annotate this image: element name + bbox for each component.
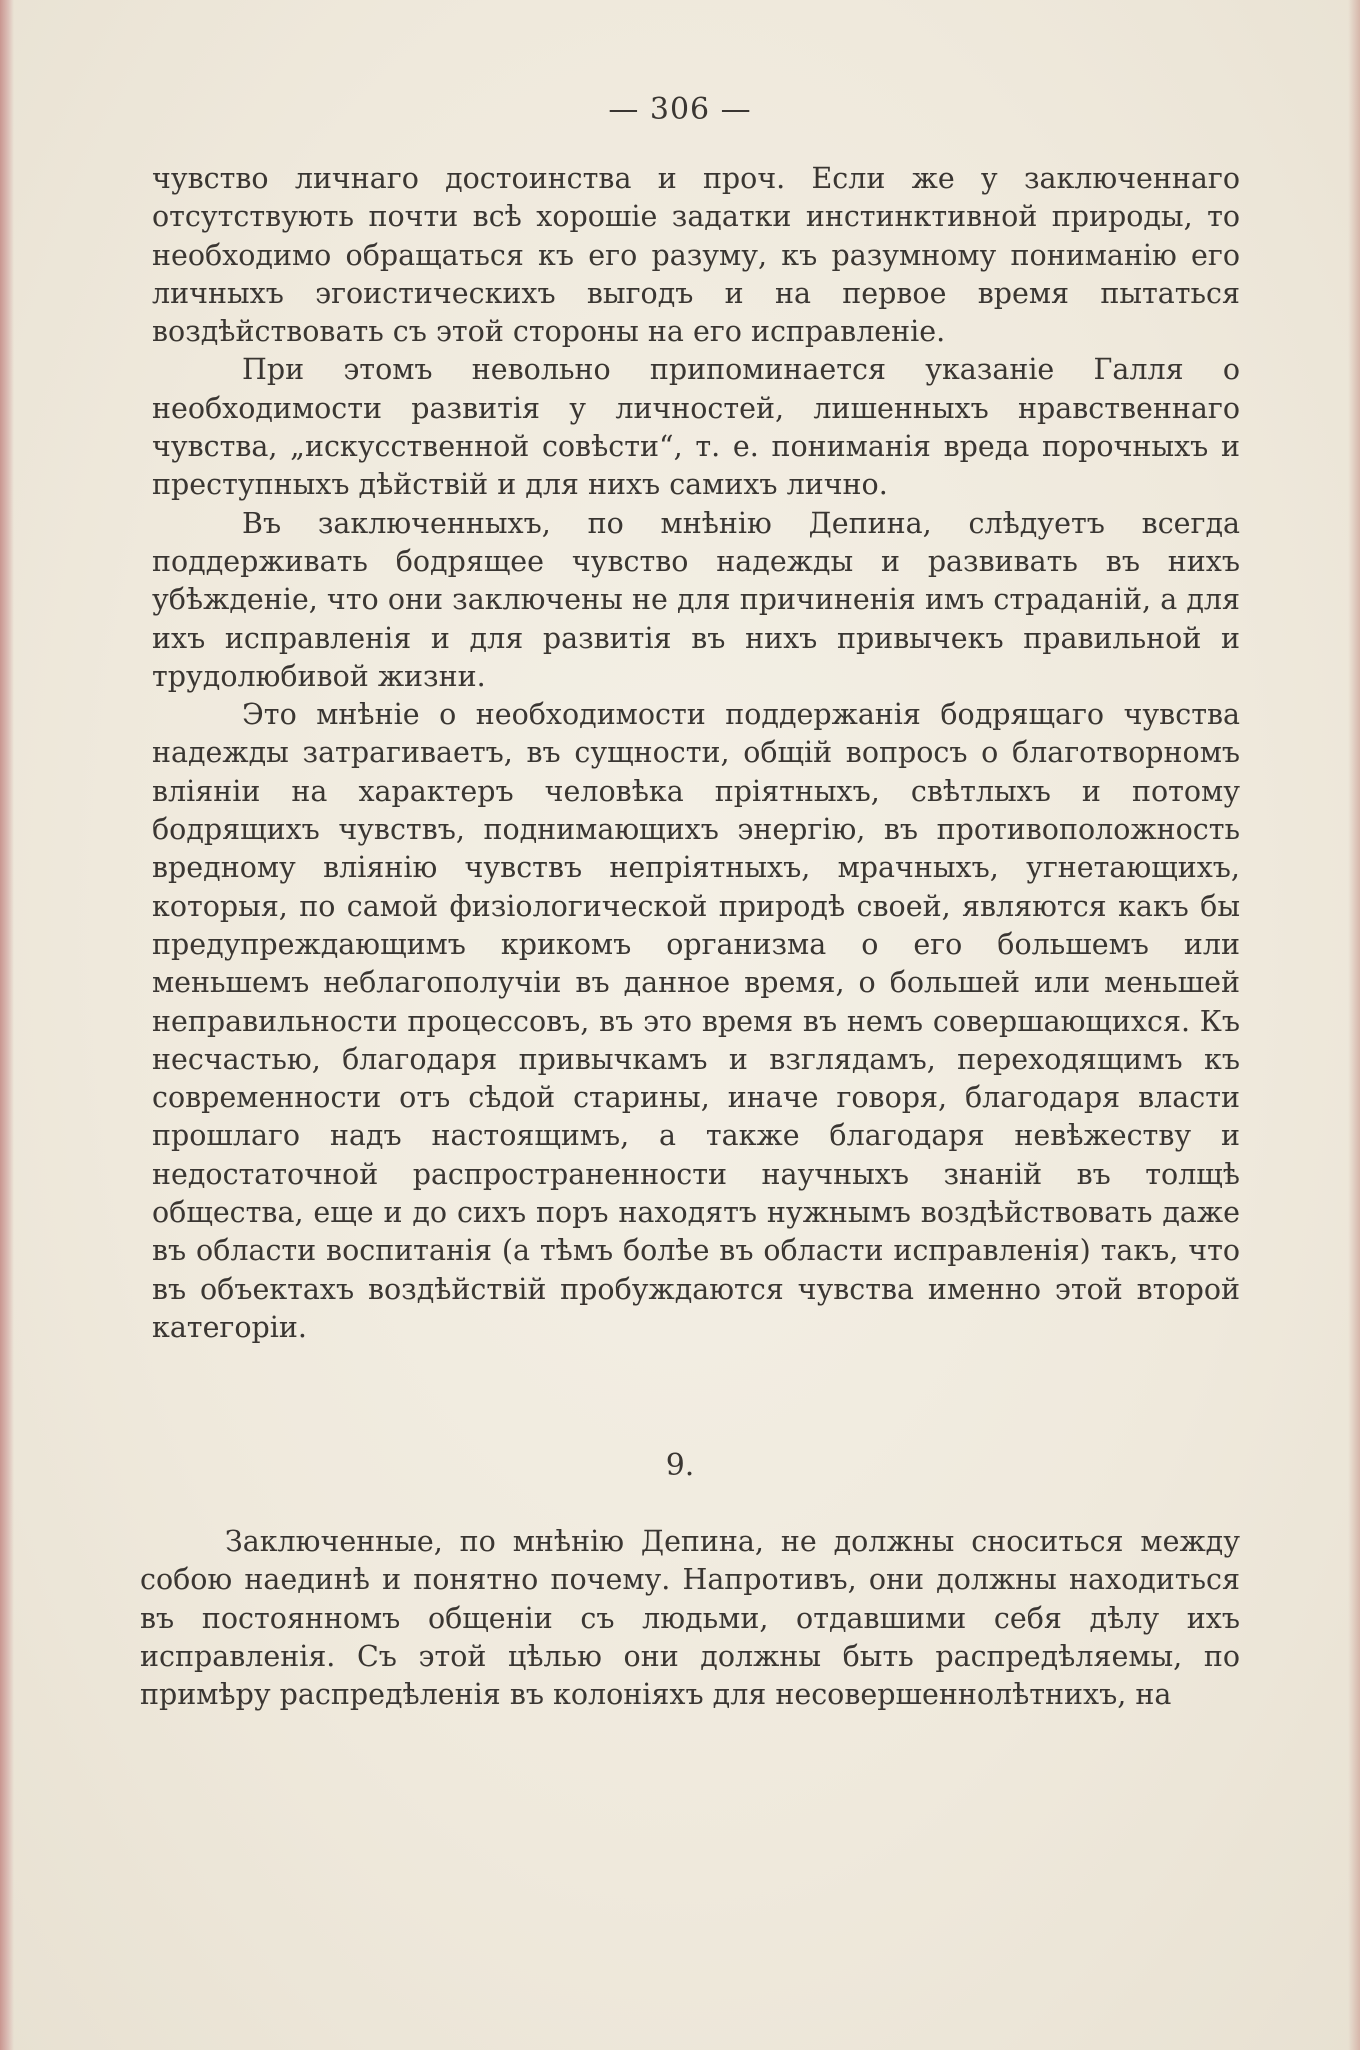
paragraph-3: Въ заключенныхъ, по мнѣнію Депина, слѣдуетъ всегда поддерживать бодрящее чувство надежды и развивать въ нихъ убѣжденіе, что они заключены не для причиненія имъ страданій, а для ихъ исправленія и для развитія въ нихъ привычекъ правильной и трудолюбивой жизни. xyxy=(152,506,1240,693)
section-body-text xyxy=(140,1523,1240,1714)
body-text xyxy=(152,160,1240,1347)
paragraph-2: При этомъ невольно припоминается указаніе Галля о необходимости развитія у личностей, лишенныхъ нравственнаго чувства, „искусственной совѣсти“, т. е. пониманія вреда порочныхъ и преступныхъ дѣйствій и для нихъ самихъ лично. xyxy=(152,353,1240,502)
paragraph-4: Это мнѣніе о необходимости поддержанія бодрящаго чувства надежды затрагиваетъ, въ сущности, общій вопросъ о благотворномъ вліяніи на характеръ человѣка пріятныхъ, свѣтлыхъ и потому бодрящихъ чувствъ, поднимающихъ энергію, въ противоположность вредному вліянію чувствъ непріятныхъ, мрачныхъ, угнетающихъ, которыя, по самой физіологической природѣ своей, являются какъ бы предупреждающимъ крикомъ организма о его большемъ или меньшемъ неблагополучіи въ данное время, о большей или меньшей неправильности процессовъ, въ это время въ немъ совершающихся. Къ несчастью, благодаря привычкамъ и взглядамъ, переходящимъ къ современности отъ сѣдой старины, иначе говоря, благодаря власти прошлаго надъ настоящимъ, а также благодаря невѣжеству и недостаточной распространенности научныхъ знаній въ толщѣ общества, еще и до сихъ поръ находятъ нужнымъ воздѣйствовать даже въ области воспитанія (а тѣмъ болѣе въ области исправленія) такъ, что въ объектахъ воздѣйствій пробуждаются чувства именно этой второй категоріи. xyxy=(152,698,1240,1344)
section-number: 9. xyxy=(665,1448,695,1483)
page-number: — 306 — xyxy=(608,92,752,127)
paragraph-1: чувство личнаго достоинства и проч. Если же у заключеннаго отсутствують почти всѣ хорошіе задатки инстинктивной природы, то необходимо обращаться къ его разуму, къ разумному пониманію его личныхъ эгоистическихъ выгодъ и на первое время пытаться воздѣйствовать съ этой стороны на его исправленіе. xyxy=(152,162,1240,349)
section-paragraph-1: Заключенные, по мнѣнію Депина, не должны сноситься между собою наединѣ и понятно почему. Напротивъ, они должны находиться въ постоянномъ общеніи съ людьми, отдавшими себя дѣлу ихъ исправленія. Съ этой цѣлью они должны быть распредѣляемы, по примѣру распредѣленія въ колоніяхъ для несовершеннолѣтнихъ, на xyxy=(140,1525,1240,1712)
